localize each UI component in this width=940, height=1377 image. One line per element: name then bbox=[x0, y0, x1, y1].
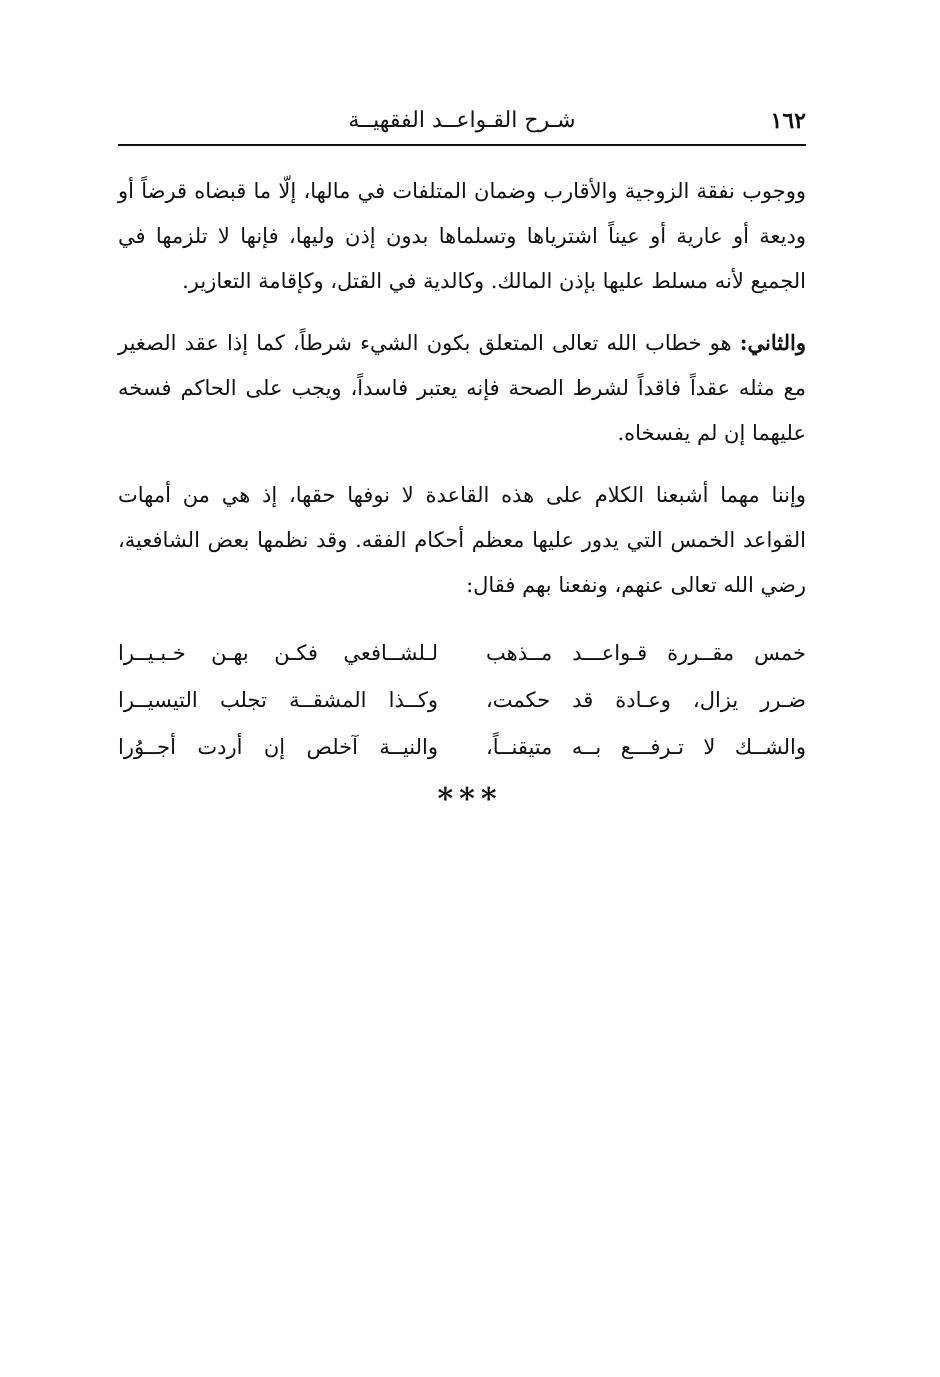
verse-second-hemistich: والنيــة آخلص إن أردت أجــوُرا bbox=[118, 735, 438, 759]
poem-verse bbox=[118, 630, 806, 677]
verse-first-hemistich: ضـرر يزال، وعـادة قد حكمت، bbox=[486, 688, 806, 712]
paragraph-text: وإننا مهما أشبعنا الكلام على هذه القاعدة لا نوفها حقها، إذ هي من أمهات القواعد الخمس التي يدور عليها معظم أحكام الفقه. وقد نظمها بعض الشافعية، رضي الله تعالى عنهم، ونفعنا بهم فقال: bbox=[118, 483, 806, 597]
page-number: ١٦٢ bbox=[770, 108, 806, 134]
section-separator: *** bbox=[437, 782, 503, 817]
verse-second-hemistich: وكــذا المشقــة تجلب التيسيــرا bbox=[118, 688, 438, 712]
verse-first-hemistich: والشــك لا تـرفـــع بــه متيقنــاً، bbox=[486, 735, 806, 759]
verse-first-hemistich: خمس مقــررة قـواعـــد مــذهب bbox=[486, 641, 806, 665]
verse-second-hemistich: لـلشــافعي فكـن بهـن خـبـيــرا bbox=[118, 641, 438, 665]
paragraph-1 bbox=[118, 168, 806, 304]
page-body bbox=[118, 168, 806, 771]
poem bbox=[118, 630, 806, 771]
poem-verse bbox=[118, 677, 806, 724]
running-title: شـرح القـواعــد الفقهيــة bbox=[348, 108, 576, 133]
paragraph-lead: والثاني: bbox=[739, 330, 806, 355]
page-header bbox=[118, 104, 806, 146]
paragraph-2 bbox=[118, 320, 806, 456]
paragraph-text: هو خطاب الله تعالى المتعلق بكون الشيء شرطاً، كما إذا عقد الصغير مع مثله عقداً فاقداً لشرط الصحة فإنه يعتبر فاسداً، ويجب على الحاكم فسخه عليهما إن لم يفسخاه. bbox=[118, 331, 806, 445]
paragraph-text: ووجوب نفقة الزوجية والأقارب وضمان المتلفات في مالها، إلّا ما قبضاه قرضاً أو وديعة أو عارية أو عيناً اشترياها وتسلماها بدون إذن وليها، فإنها لا تلزمها في الجميع لأنه مسلط عليها بإذن المالك. وكالدية في القتل، وكإقامة التعازير. bbox=[118, 179, 806, 293]
paragraph-3 bbox=[118, 472, 806, 608]
poem-verse bbox=[118, 724, 806, 771]
